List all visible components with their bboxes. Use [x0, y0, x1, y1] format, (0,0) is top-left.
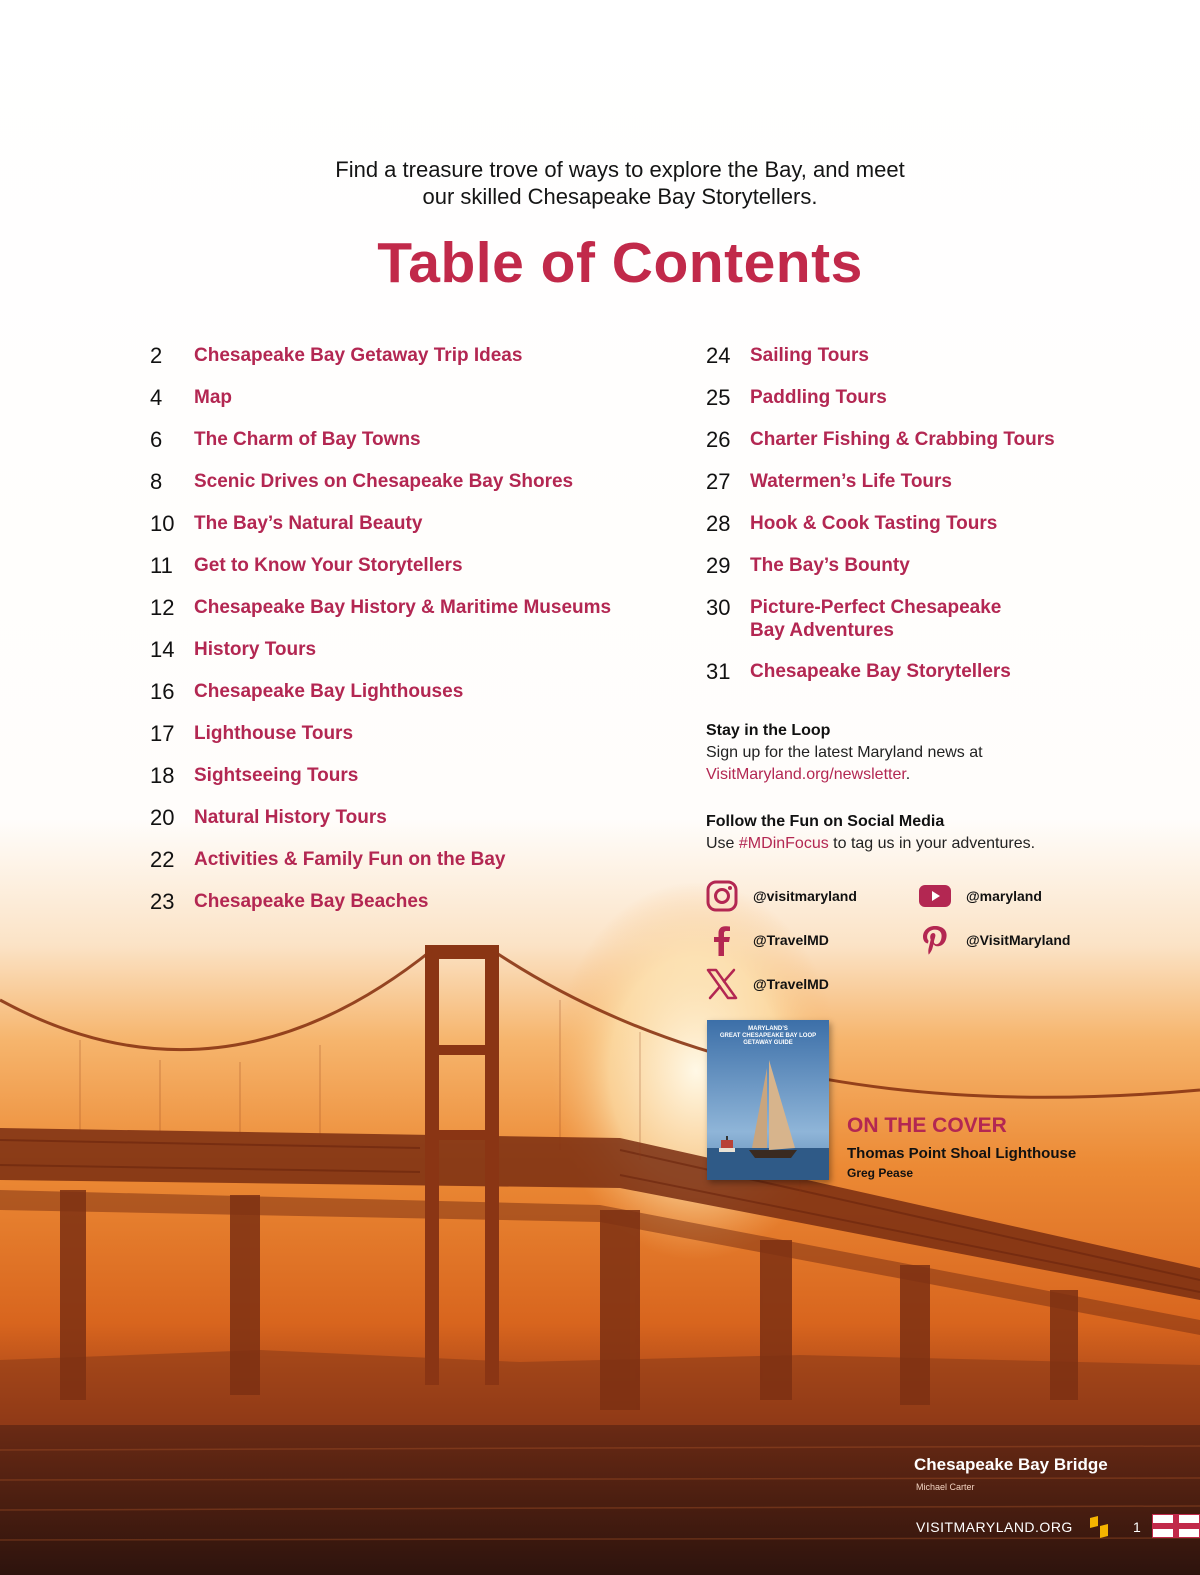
- toc-entry-title[interactable]: Chesapeake Bay Lighthouses: [194, 681, 464, 702]
- toc-page-number: 25: [706, 385, 731, 410]
- toc-page-number: 12: [150, 595, 175, 620]
- cover-thumb-line-2: GREAT CHESAPEAKE BAY LOOP: [719, 1033, 817, 1039]
- intro-line-2: our skilled Chesapeake Bay Storytellers.: [422, 184, 818, 209]
- toc-page-number: 24: [706, 343, 731, 368]
- pinterest-icon: [918, 923, 952, 957]
- cover-thumb-line-3: GETAWAY GUIDE: [743, 1040, 793, 1046]
- toc-page-number: 23: [150, 889, 175, 914]
- maryland-flag-icon: [1152, 1514, 1200, 1538]
- toc-entry[interactable]: [150, 806, 670, 830]
- toc-entry[interactable]: [706, 344, 1146, 368]
- toc-page-number: 14: [150, 637, 175, 662]
- toc-page-number: 27: [706, 469, 731, 494]
- x-handle[interactable]: [705, 967, 829, 1001]
- newsletter-block: [706, 720, 983, 786]
- toc-page-number: 20: [150, 805, 175, 830]
- maryland-logo-icon: [1088, 1514, 1110, 1540]
- social-text-after: to tag us in your adventures.: [828, 835, 1036, 852]
- cover-subject: Thomas Point Shoal Lighthouse: [847, 1145, 1077, 1162]
- cover-thumb-title: [707, 1026, 829, 1047]
- toc-entry[interactable]: [150, 638, 670, 662]
- toc-page-number: 8: [150, 469, 163, 494]
- social-text-before: Use: [706, 835, 739, 852]
- toc-left-column: [150, 344, 670, 932]
- newsletter-link[interactable]: VisitMaryland.org/newsletter: [706, 766, 906, 783]
- intro-line-1: Find a treasure trove of ways to explore the Bay, and meet: [335, 157, 905, 182]
- toc-entry-title[interactable]: Chesapeake Bay History & Maritime Museums: [194, 597, 612, 618]
- toc-entry-title-line-1: Picture-Perfect Chesapeake: [750, 597, 1002, 618]
- pinterest-handle-text: @VisitMaryland: [966, 932, 1071, 948]
- toc-entry[interactable]: [706, 596, 1146, 642]
- toc-page-number: 17: [150, 721, 175, 746]
- toc-page-number: 6: [150, 427, 163, 452]
- toc-entry-title[interactable]: Natural History Tours: [194, 807, 387, 828]
- facebook-handle-text: @TravelMD: [753, 932, 829, 948]
- hashtag-link[interactable]: #MDinFocus: [738, 835, 829, 852]
- toc-entry[interactable]: [150, 722, 670, 746]
- toc-page-number: 26: [706, 427, 731, 452]
- toc-entry-title[interactable]: Sightseeing Tours: [194, 765, 359, 786]
- toc-entry-title[interactable]: Chesapeake Bay Getaway Trip Ideas: [194, 345, 523, 366]
- toc-entry[interactable]: [706, 512, 1146, 536]
- toc-entry-title[interactable]: Map: [194, 387, 232, 408]
- toc-entry[interactable]: [150, 344, 670, 368]
- toc-page-number: 22: [150, 847, 175, 872]
- toc-page-number: 10: [150, 511, 175, 536]
- toc-entry-title[interactable]: Activities & Family Fun on the Bay: [194, 849, 506, 870]
- toc-entry[interactable]: [150, 386, 670, 410]
- photo-caption: Chesapeake Bay Bridge: [914, 1455, 1108, 1474]
- pinterest-handle[interactable]: [918, 923, 1070, 957]
- page-number: 1: [1133, 1519, 1141, 1535]
- toc-right-column: [706, 344, 1146, 702]
- cover-credit: Greg Pease: [847, 1166, 914, 1180]
- social-follow-block: [706, 811, 1035, 855]
- toc-page-number: 30: [706, 595, 731, 620]
- toc-entry[interactable]: [150, 848, 670, 872]
- toc-entry-title[interactable]: Sailing Tours: [750, 345, 869, 366]
- toc-entry-title[interactable]: History Tours: [194, 639, 317, 660]
- toc-entry[interactable]: [706, 386, 1146, 410]
- toc-page-number: 31: [706, 659, 731, 684]
- instagram-icon: [705, 879, 739, 913]
- youtube-icon: [918, 879, 952, 913]
- toc-entry-title[interactable]: Charter Fishing & Crabbing Tours: [750, 429, 1055, 450]
- toc-entry-title[interactable]: Chesapeake Bay Storytellers: [750, 661, 1011, 682]
- instagram-handle[interactable]: [705, 879, 857, 913]
- page-title: Table of Contents: [377, 231, 863, 295]
- social-heading: Follow the Fun on Social Media: [706, 813, 945, 830]
- toc-entry-title[interactable]: Chesapeake Bay Beaches: [194, 891, 429, 912]
- toc-entry-title[interactable]: Lighthouse Tours: [194, 723, 354, 744]
- intro-text: [0, 156, 1200, 210]
- instagram-handle-text: @visitmaryland: [753, 888, 857, 904]
- photo-credit: Michael Carter: [916, 1482, 975, 1492]
- x-icon: [705, 967, 739, 1001]
- youtube-handle[interactable]: [918, 879, 1042, 913]
- toc-entry-title[interactable]: Get to Know Your Storytellers: [194, 555, 463, 576]
- cover-thumbnail[interactable]: [707, 1020, 829, 1180]
- toc-entry[interactable]: [706, 554, 1146, 578]
- toc-entry[interactable]: [150, 764, 670, 788]
- toc-entry-title[interactable]: Paddling Tours: [750, 387, 887, 408]
- toc-entry-title[interactable]: Scenic Drives on Chesapeake Bay Shores: [194, 471, 574, 492]
- toc-entry[interactable]: [706, 470, 1146, 494]
- toc-entry[interactable]: [706, 660, 1146, 684]
- toc-entry-title[interactable]: The Bay’s Natural Beauty: [194, 513, 423, 534]
- newsletter-heading: Stay in the Loop: [706, 722, 831, 739]
- x-handle-text: @TravelMD: [753, 976, 829, 992]
- toc-page-number: 2: [150, 343, 163, 368]
- toc-entry-title[interactable]: [750, 596, 1001, 642]
- toc-page-number: 4: [150, 385, 163, 410]
- toc-page-number: 18: [150, 763, 175, 788]
- cover-thumb-line-1: MARYLAND’S: [748, 1026, 788, 1032]
- toc-page-number: 28: [706, 511, 731, 536]
- toc-entry[interactable]: [150, 890, 670, 914]
- toc-entry[interactable]: [150, 470, 670, 494]
- facebook-handle[interactable]: [705, 923, 829, 957]
- toc-page-number: 29: [706, 553, 731, 578]
- toc-entry-title[interactable]: The Bay’s Bounty: [750, 555, 910, 576]
- newsletter-text: Sign up for the latest Maryland news at: [706, 744, 983, 761]
- toc-entry[interactable]: [150, 596, 670, 620]
- toc-entry[interactable]: [150, 512, 670, 536]
- toc-entry-title[interactable]: Watermen’s Life Tours: [750, 471, 952, 492]
- toc-entry[interactable]: [150, 680, 670, 704]
- newsletter-period: .: [905, 766, 911, 783]
- toc-page-number: 11: [150, 553, 173, 578]
- on-the-cover-label: ON THE COVER: [847, 1114, 1007, 1137]
- toc-entry[interactable]: [150, 428, 670, 452]
- toc-entry[interactable]: [150, 554, 670, 578]
- footer-website[interactable]: VISITMARYLAND.ORG: [916, 1519, 1073, 1535]
- toc-page-number: 16: [150, 679, 175, 704]
- toc-entry-title-line-2: Bay Adventures: [750, 620, 894, 641]
- toc-entry-title[interactable]: The Charm of Bay Towns: [194, 429, 421, 450]
- toc-entry[interactable]: [706, 428, 1146, 452]
- toc-entry-title[interactable]: Hook & Cook Tasting Tours: [750, 513, 998, 534]
- youtube-handle-text: @maryland: [966, 888, 1042, 904]
- facebook-icon: [705, 923, 739, 957]
